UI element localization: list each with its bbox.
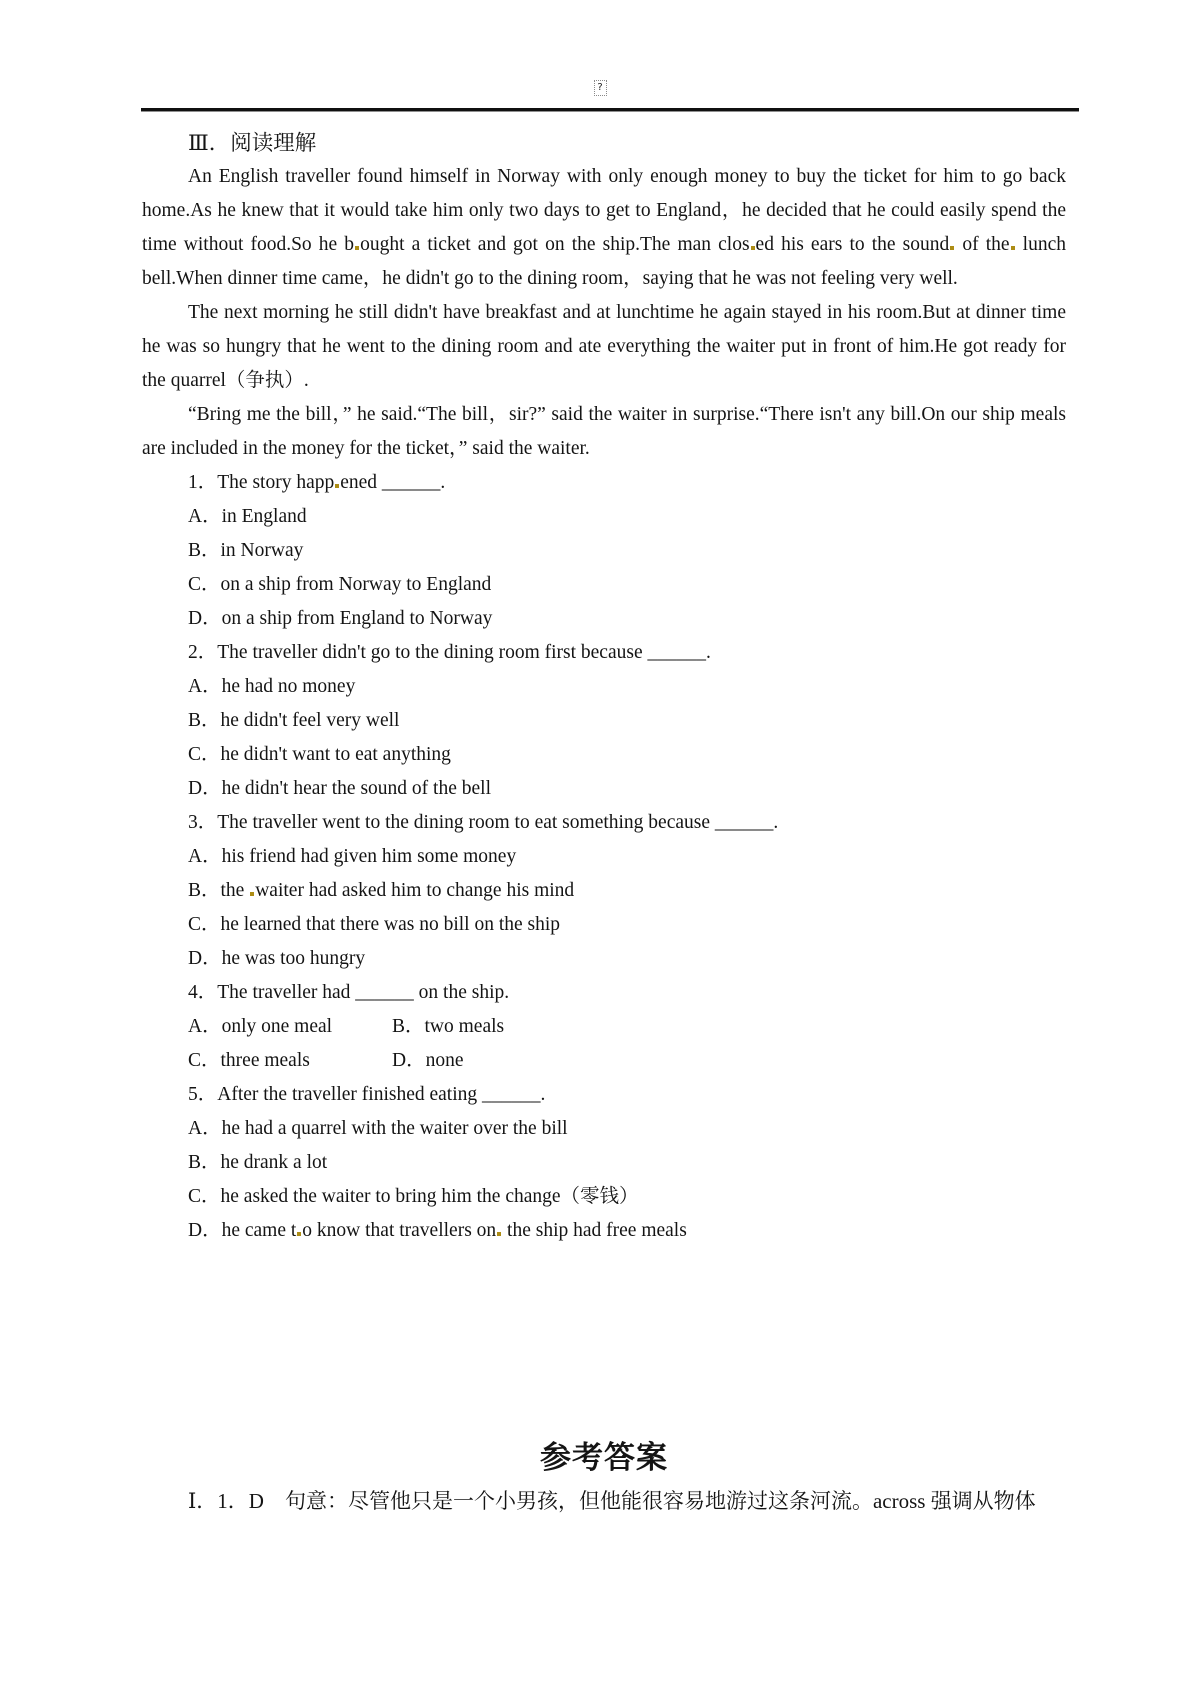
option-item: A．he had no money: [188, 676, 356, 697]
option-item: B．he drank a lot: [188, 1152, 328, 1173]
missing-glyph-icon: ?: [594, 80, 607, 96]
option-item: B．the waiter had asked him to change his mind: [188, 880, 575, 901]
spellcheck-dot-icon: [250, 892, 254, 896]
spellcheck-dot-icon: [751, 246, 755, 250]
option-item: D．on a ship from England to Norway: [188, 608, 493, 629]
spellcheck-dot-icon: [497, 1232, 501, 1236]
option-item: D．he came t o know that travellers on the ship had free meals: [188, 1220, 687, 1241]
spellcheck-dot-icon: [1011, 246, 1015, 250]
page-header: [0, 0, 1200, 96]
option-item: B．in Norway: [188, 540, 304, 561]
option-item: A．in England: [188, 506, 307, 527]
spellcheck-dot-icon: [297, 1232, 301, 1236]
option-item: B．two meals: [392, 1016, 505, 1037]
answers-heading: 参考答案: [540, 1440, 668, 1475]
article-paragraph: “Bring me the bill，” he said.“The bill，sir?” said the waiter in surprise.“There isn't any bill.On our ship meals are included in the money for the ticket，” said the waiter.: [142, 404, 1066, 459]
answer-line: Ⅰ．1．D 句意：尽管他只是一个小男孩，但他能很容易地游过这条河流。across 强调从物体: [188, 1489, 1036, 1513]
section-heading: Ⅲ．阅读理解: [188, 131, 317, 155]
option-item: C．three meals: [188, 1050, 310, 1071]
option-item: C．he learned that there was no bill on the ship: [188, 914, 561, 935]
option-item: A．he had a quarrel with the waiter over the bill: [188, 1118, 568, 1139]
question-stem: 2．The traveller didn't go to the dining room first because ______.: [188, 642, 711, 663]
option-item: C．on a ship from Norway to England: [188, 574, 492, 595]
option-item: D．he was too hungry: [188, 948, 366, 969]
spellcheck-dot-icon: [335, 484, 339, 488]
option-item: B．he didn't feel very well: [188, 710, 400, 731]
option-item: C．he asked the waiter to bring him the change（零钱）: [188, 1186, 639, 1207]
option-item: A．his friend had given him some money: [188, 846, 517, 867]
option-row: [142, 1010, 1066, 1044]
document-content: [142, 126, 1066, 1518]
option-item: A．only one meal: [188, 1016, 333, 1037]
option-item: D．none: [392, 1050, 464, 1071]
option-row: [142, 1044, 1066, 1078]
header-rule: [141, 108, 1079, 112]
article-paragraph: An English traveller found himself in Norway with only enough money to buy the ticket for him to go back home.As he knew that it would take him only two days to get to England，he decided that he could easily spend the time without food.So he b ought a ticket and got on the ship.The man clos ed his ears to the sound of the lunch bell.When dinner time came，he didn't go to the dining room，saying that he was not feeling very well.: [142, 166, 1066, 289]
option-item: D．he didn't hear the sound of the bell: [188, 778, 491, 799]
question-stem: 1．The story happ ened ______.: [188, 472, 446, 493]
question-stem: 4．The traveller had ______ on the ship.: [188, 982, 510, 1003]
spellcheck-dot-icon: [355, 246, 359, 250]
article-paragraph: The next morning he still didn't have breakfast and at lunchtime he again stayed in his room.But at dinner time he was so hungry that he went to the dining room and ate everything the waiter put in front of him.He got ready for the quarrel（争执）.: [142, 302, 1066, 391]
option-item: C．he didn't want to eat anything: [188, 744, 451, 765]
question-stem: 3．The traveller went to the dining room to eat something because ______.: [188, 812, 779, 833]
spellcheck-dot-icon: [950, 246, 954, 250]
question-stem: 5．After the traveller finished eating ______.: [188, 1084, 546, 1105]
